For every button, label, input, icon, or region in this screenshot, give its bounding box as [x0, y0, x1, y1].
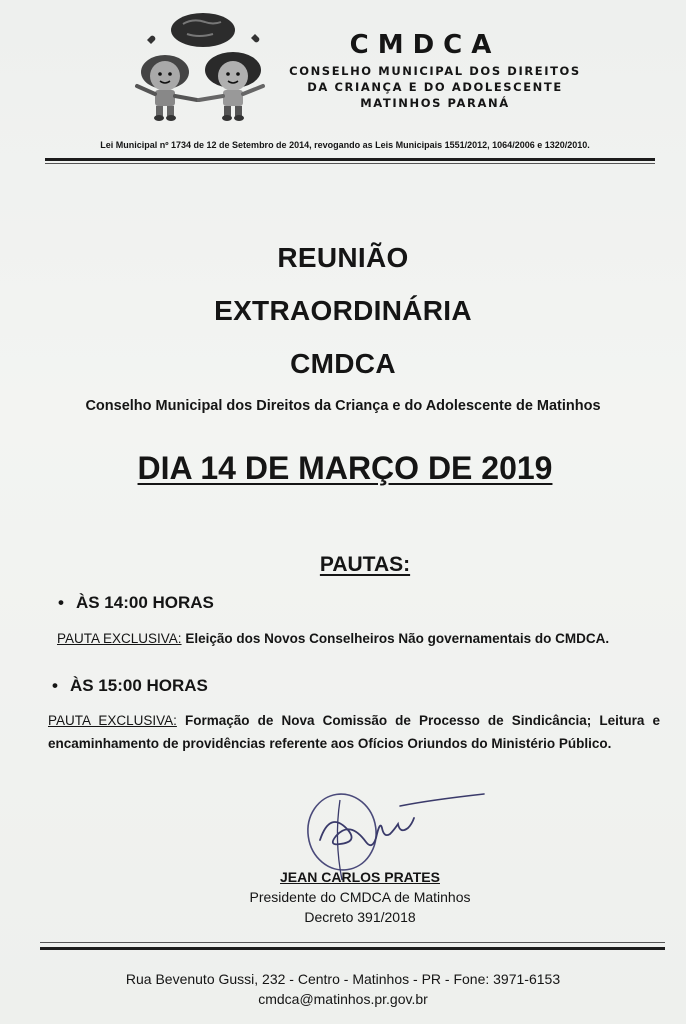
- org-name: [270, 63, 600, 111]
- org-name-line-3: MATINHOS PARANÁ: [360, 96, 510, 110]
- meeting-date: DIA 14 DE MARÇO DE 2019: [137, 450, 553, 486]
- bullet-icon: •: [58, 593, 64, 612]
- subtitle: Conselho Municipal dos Direitos da Criança e do Adolescente de Matinhos: [85, 398, 601, 414]
- agenda-item-2-time-text: ÀS 15:00 HORAS: [69, 676, 208, 695]
- footer-address: Rua Bevenuto Gussi, 232 - Centro - Matinhos - PR - Fone: 3971-6153: [125, 971, 561, 987]
- agenda-item-1-time-text: ÀS 14:00 HORAS: [75, 593, 214, 612]
- footer: [0, 969, 686, 1009]
- law-reference: Lei Municipal nº 1734 de 12 de Setembro de 2014, revogando as Leis Municipais 1551/2012, 1064/2006 e 1320/2010.: [100, 140, 590, 150]
- title-line-2: EXTRAORDINÁRIA: [214, 295, 472, 326]
- agenda-item-1-description: [57, 627, 667, 650]
- agenda-item-2-time: [52, 676, 208, 696]
- footer-email: cmdca@matinhos.pr.gov.br: [258, 991, 428, 1007]
- org-name-line-2: DA CRIANÇA E DO ADOLESCENTE: [307, 80, 563, 94]
- agenda-item-1-text: Eleição dos Novos Conselheiros Não governamentais do CMDCA.: [185, 631, 610, 646]
- agenda-item-2-text: Formação de Nova Comissão de Processo de Sindicância; Leitura e encaminhamento de providências referente aos Ofícios Oriundos do Ministério Público.: [48, 713, 660, 751]
- footer-divider: [40, 947, 665, 950]
- agenda-item-2-label: PAUTA EXCLUSIVA:: [48, 713, 177, 728]
- title-line-1: REUNIÃO: [277, 242, 409, 273]
- signer-decree: Decreto 391/2018: [304, 909, 416, 925]
- agenda-item-2-description: [48, 709, 660, 755]
- org-acronym: CMDCA: [349, 30, 501, 60]
- cmdca-logo: [125, 10, 275, 125]
- signer-block: [240, 867, 480, 927]
- agenda-item-1-time: [58, 593, 214, 613]
- agenda-heading: PAUTAS:: [319, 553, 411, 576]
- header-divider: [45, 158, 655, 161]
- agenda-item-1-label: PAUTA EXCLUSIVA:: [57, 631, 182, 646]
- title-line-3: CMDCA: [290, 348, 396, 379]
- org-name-line-1: CONSELHO MUNICIPAL DOS DIREITOS: [289, 64, 581, 78]
- signer-name: JEAN CARLOS PRATES: [280, 869, 440, 885]
- bullet-icon: •: [52, 676, 58, 695]
- signer-role: Presidente do CMDCA de Matinhos: [249, 889, 471, 905]
